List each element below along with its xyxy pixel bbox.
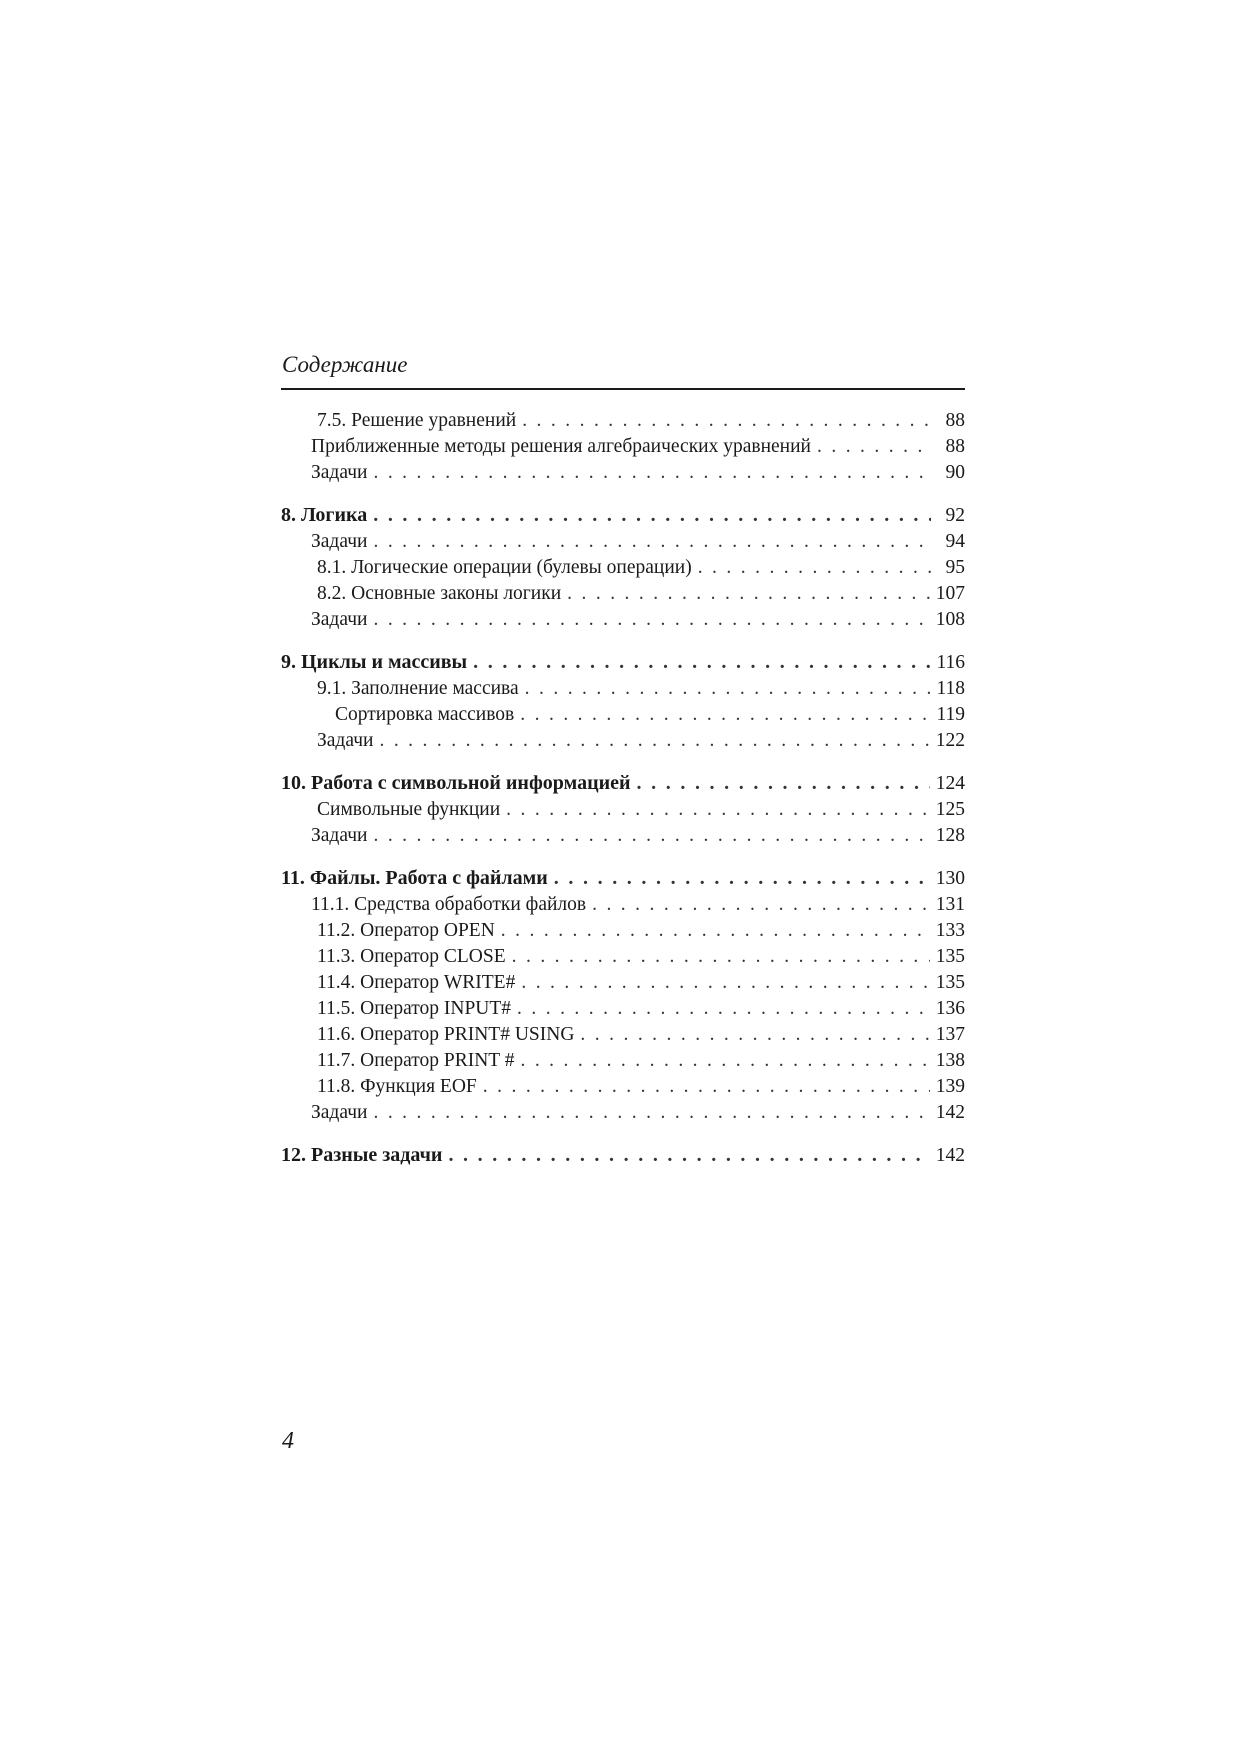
dot-leader [373, 607, 929, 633]
toc-chapter-row [281, 648, 965, 676]
toc-entry-row [281, 702, 965, 728]
dot-leader [580, 1022, 929, 1048]
dot-leader [522, 408, 931, 434]
chapter-gap [281, 754, 965, 769]
dot-leader [483, 1074, 930, 1100]
toc-entry-row [281, 676, 965, 702]
dot-leader [592, 892, 930, 918]
toc-page-number: 130 [930, 865, 965, 892]
toc-entry-title: Задачи [311, 1100, 373, 1126]
dot-leader [517, 996, 930, 1022]
toc-entry-row [281, 555, 965, 581]
toc-entry-row [281, 408, 965, 434]
toc-page-number: 92 [931, 502, 965, 529]
toc-entry-title: 9.1. Заполнение массива [317, 676, 525, 702]
dot-leader [373, 1100, 929, 1126]
toc-entry-row [281, 1022, 965, 1048]
dot-leader [520, 702, 930, 728]
dot-leader [379, 728, 929, 754]
toc-page-number: 139 [930, 1074, 965, 1100]
toc-entry-title: Задачи [311, 529, 373, 555]
toc-entry-title: 11.4. Оператор WRITE# [317, 970, 521, 996]
toc-entry-title: Задачи [311, 823, 373, 849]
toc-entry-title: Задачи [311, 460, 373, 486]
toc-page-number: 125 [930, 797, 965, 823]
toc-page-number: 136 [930, 996, 965, 1022]
dot-leader [373, 529, 931, 555]
toc-page-number: 88 [931, 408, 965, 434]
toc-entry-title: 8. Логика [281, 501, 373, 529]
toc-page-number: 94 [931, 529, 965, 555]
toc-entry-title: 8.1. Логические операции (булевы операции) [317, 555, 698, 581]
toc-chapter-row [281, 501, 965, 529]
toc-page-number: 122 [930, 728, 965, 754]
toc-entry-row [281, 996, 965, 1022]
toc-entry-title: Приближенные методы решения алгебраических уравнений [311, 434, 817, 460]
toc-entry-row [281, 581, 965, 607]
toc-page-number: 124 [930, 770, 965, 797]
dot-leader [521, 970, 929, 996]
toc-entry-title: 9. Циклы и массивы [281, 648, 473, 676]
toc-page-number: 116 [930, 649, 965, 676]
toc-entry-row [281, 529, 965, 555]
toc-page-number: 108 [930, 607, 965, 633]
toc-chapter-row [281, 769, 965, 797]
toc-page-number: 142 [930, 1142, 965, 1169]
toc-page-number: 118 [930, 676, 965, 702]
toc-page-number: 135 [930, 970, 965, 996]
dot-leader [520, 1048, 929, 1074]
toc-page-number: 95 [931, 555, 965, 581]
dot-leader [512, 944, 930, 970]
dot-leader [473, 648, 930, 676]
dot-leader [448, 1141, 929, 1169]
toc-page-number: 107 [930, 581, 965, 607]
dot-leader [698, 555, 931, 581]
toc-entry-title: 7.5. Решение уравнений [317, 408, 522, 434]
toc-entry-title: Задачи [317, 728, 379, 754]
toc-entry-title: Сортировка массивов [335, 702, 520, 728]
toc-page-number: 90 [931, 460, 965, 486]
toc-entry-title: 11.6. Оператор PRINT# USING [317, 1022, 580, 1048]
toc-entry-row [281, 728, 965, 754]
toc-page-number: 119 [930, 702, 965, 728]
toc-page-number: 135 [930, 944, 965, 970]
toc-entry-row [281, 970, 965, 996]
dot-leader [373, 501, 931, 529]
toc-page-number: 88 [931, 434, 965, 460]
dot-leader [554, 864, 930, 892]
toc-page-number: 137 [930, 1022, 965, 1048]
toc-entry-row [281, 918, 965, 944]
toc-page-number: 138 [930, 1048, 965, 1074]
toc-page-number: 131 [930, 892, 965, 918]
toc-entry-title: 11.1. Средства обработки файлов [311, 892, 592, 918]
toc-entry-title: Символьные функции [317, 797, 506, 823]
page-number: 4 [282, 1428, 294, 1454]
toc-entry-title: 11. Файлы. Работа с файлами [281, 864, 554, 892]
toc-entry-title: 10. Работа с символьной информацией [281, 769, 637, 797]
toc-chapter-row [281, 864, 965, 892]
dot-leader [567, 581, 930, 607]
header-rule [281, 388, 965, 390]
dot-leader [817, 434, 931, 460]
toc-page-number: 142 [930, 1100, 965, 1126]
toc-entry-row [281, 1100, 965, 1126]
toc-entry-title: 11.7. Оператор PRINT # [317, 1048, 520, 1074]
dot-leader [506, 797, 930, 823]
dot-leader [637, 769, 930, 797]
chapter-gap [281, 1126, 965, 1141]
dot-leader [501, 918, 930, 944]
toc-entry-title: 11.8. Функция EOF [317, 1074, 483, 1100]
toc-entry-row [281, 823, 965, 849]
toc-chapter-row [281, 1141, 965, 1169]
toc-entry-row [281, 892, 965, 918]
chapter-gap [281, 486, 965, 501]
toc-entry-title: 11.5. Оператор INPUT# [317, 996, 517, 1022]
toc-entry-row [281, 1048, 965, 1074]
toc-entry-title: 8.2. Основные законы логики [317, 581, 567, 607]
toc-entry-row [281, 1074, 965, 1100]
toc-entry-title: 12. Разные задачи [281, 1141, 448, 1169]
toc-entry-row [281, 944, 965, 970]
running-head: Содержание [282, 352, 408, 377]
toc-entry-row [281, 797, 965, 823]
dot-leader [373, 823, 929, 849]
toc-entry-title: 11.2. Оператор OPEN [317, 918, 501, 944]
toc-entry-title: Задачи [311, 607, 373, 633]
table-of-contents [281, 408, 965, 1169]
chapter-gap [281, 633, 965, 648]
toc-entry-title: 11.3. Оператор CLOSE [317, 944, 512, 970]
toc-page-number: 133 [930, 918, 965, 944]
toc-entry-row [281, 607, 965, 633]
dot-leader [525, 676, 931, 702]
toc-entry-row [281, 460, 965, 486]
dot-leader [373, 460, 931, 486]
toc-entry-row [281, 434, 965, 460]
chapter-gap [281, 849, 965, 864]
toc-page-number: 128 [930, 823, 965, 849]
